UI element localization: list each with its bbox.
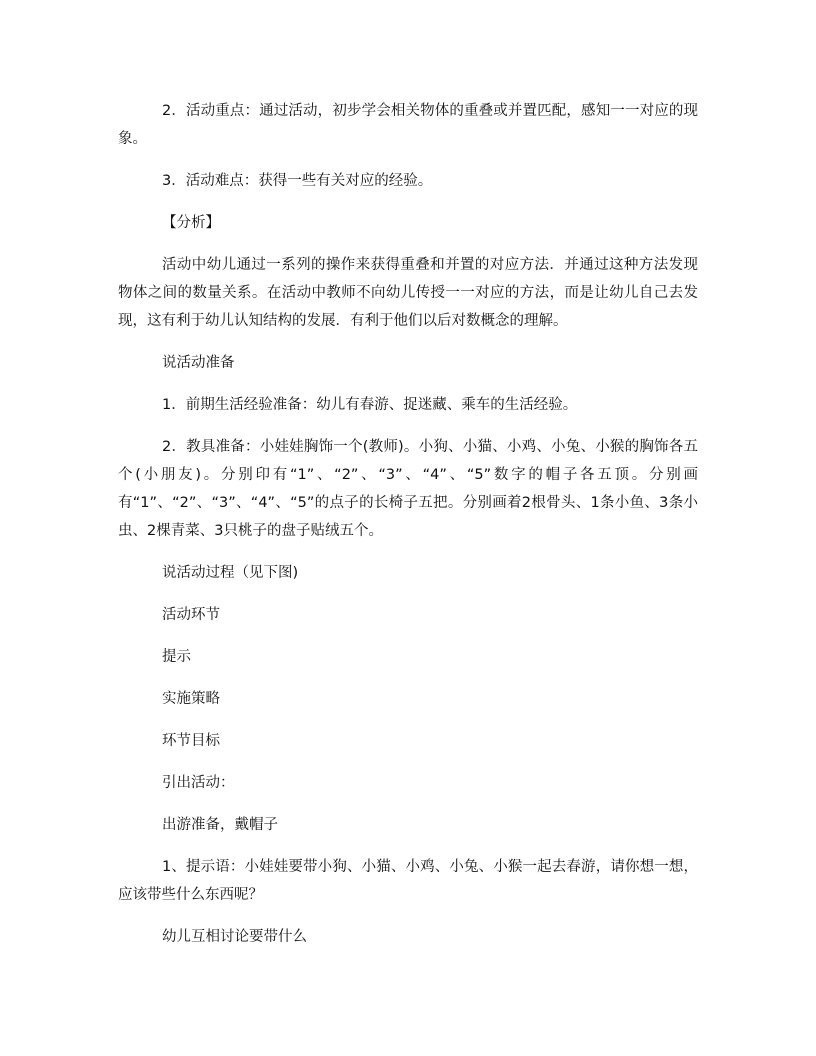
section-heading-process: 说活动过程（见下图) [162,565,299,581]
paragraph-analysis: 活动中幼儿通过一系列的操作来获得重叠和并置的对应方法．并通过这种方法发现物体之间的数量关系。在活动中教师不向幼儿传授一一对应的方法，而是让幼儿自己去发现，这有利于幼儿认知结构的发展．有利于他们以后对数概念的理解。 [118,257,698,329]
paragraph-discussion: 幼儿互相讨论要带什么 [162,929,307,945]
paragraph-strategy: 实施策略 [162,691,220,707]
paragraph-teaching-aids: 2．教具准备：小娃娃胸饰一个(教师)。小狗、小猫、小鸡、小兔、小猴的胸饰各五个(小朋友)。分别印有“1”、“2”、“3”、“4”、“5”数字的帽子各五顶。分别画有“1”、“2”、“3”、“4”、“5”的点子的长椅子五把。分别画着2根骨头、1条小鱼、3条小虫、2棵青菜、3只桃子的盘子贴绒五个。 [118,439,698,539]
section-heading-preparation: 说活动准备 [162,355,235,371]
paragraph-introduce-activity: 引出活动： [162,775,235,791]
paragraph-life-experience: 1．前期生活经验准备：幼儿有春游、捉迷藏、乘车的生活经验。 [162,397,578,413]
paragraph-trip-preparation: 出游准备，戴帽子 [162,817,278,833]
paragraph-stage-goal: 环节目标 [162,733,220,749]
section-heading-analysis: 【分析】 [162,215,220,231]
paragraph-hint: 提示 [162,649,191,665]
paragraph-prompt: 1、提示语：小娃娃要带小狗、小猫、小鸡、小兔、小猴一起去春游，请你想一想，应该带些什么东西呢？ [118,859,698,903]
paragraph-activity-stage: 活动环节 [162,607,220,623]
paragraph-activity-focus: 2．活动重点：通过活动，初步学会相关物体的重叠或并置匹配，感知一一对应的现象。 [118,103,698,147]
paragraph-activity-difficulty: 3．活动难点：获得一些有关对应的经验。 [162,173,433,189]
document-body [118,97,698,951]
